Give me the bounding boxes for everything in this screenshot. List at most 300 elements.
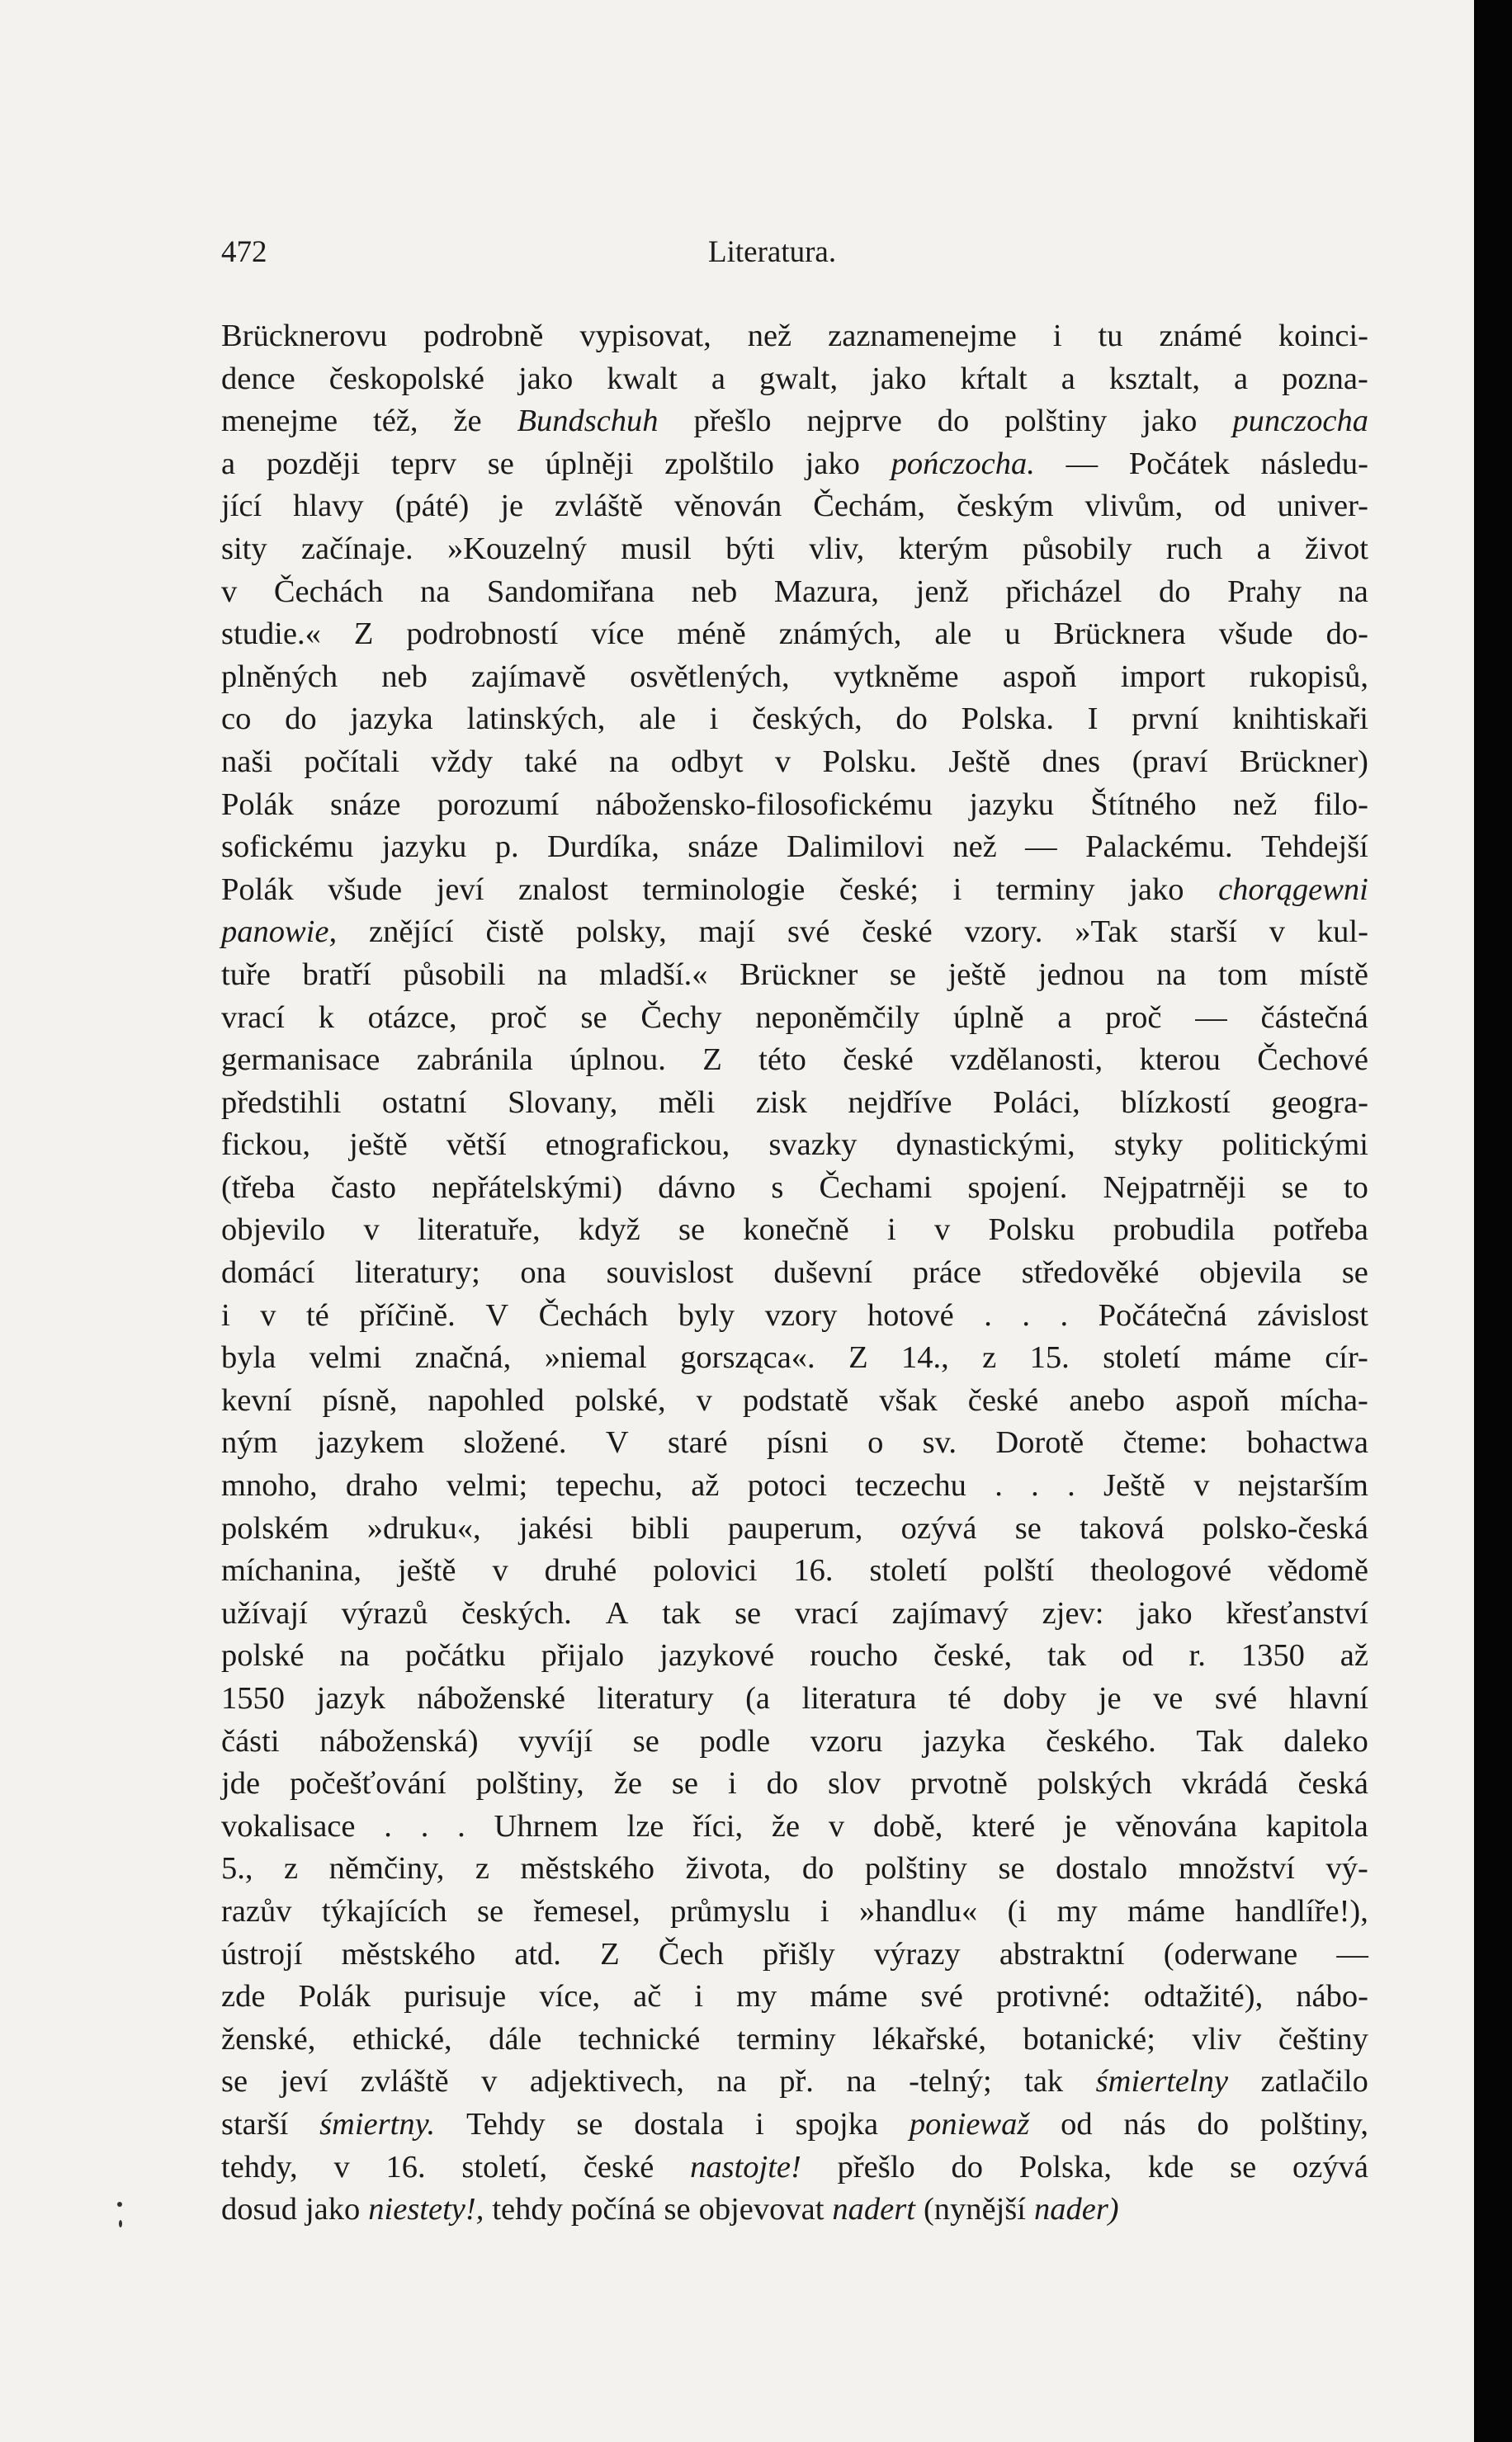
- word: roucho: [810, 1638, 898, 1674]
- word: a: [1256, 531, 1271, 566]
- word: naši: [221, 744, 273, 779]
- word: jazykem: [316, 1425, 425, 1461]
- word: śmiertelny: [1095, 2064, 1229, 2100]
- word: rukopisů,: [1249, 659, 1368, 694]
- scan-border: [1474, 0, 1512, 2442]
- word: slov: [828, 1766, 881, 1802]
- word: śmiertny.: [319, 2106, 436, 2142]
- word: Durdíka,: [547, 829, 659, 865]
- word: do: [895, 701, 928, 737]
- word: se: [221, 2064, 248, 2100]
- word: Tehdy: [465, 2106, 546, 2142]
- word: Tak: [1196, 1723, 1244, 1759]
- word: v: [333, 2149, 350, 2185]
- word: vkrádá: [1181, 1766, 1269, 1802]
- word: české: [583, 2149, 654, 2185]
- word: jazyku: [969, 786, 1054, 822]
- word: vliv,: [809, 531, 865, 566]
- word: se: [664, 2192, 691, 2227]
- word: starší: [1169, 914, 1237, 950]
- word: »Tak: [1075, 914, 1138, 950]
- word: v: [1269, 914, 1285, 950]
- word: písni: [766, 1425, 829, 1461]
- word: v: [933, 1212, 951, 1248]
- word: (i: [1007, 1893, 1028, 1929]
- word: tepechu,: [555, 1468, 663, 1504]
- word: Brücknera: [1053, 616, 1186, 652]
- word: odtažité),: [1143, 1979, 1264, 2015]
- word: »niemal: [544, 1340, 647, 1376]
- text-line: [221, 698, 1368, 741]
- word: v: [363, 1212, 380, 1248]
- word: Brückner): [1239, 744, 1368, 779]
- word: velmi: [309, 1340, 382, 1376]
- word: všude: [1218, 616, 1293, 652]
- word: též,: [373, 404, 418, 439]
- word: atd.: [514, 1936, 561, 1972]
- word: 14.,: [901, 1340, 949, 1376]
- word: zisk: [755, 1084, 807, 1120]
- word: později: [266, 446, 361, 481]
- text-line: [221, 911, 1368, 954]
- word: českého.: [1046, 1723, 1156, 1759]
- word: znějící: [368, 914, 454, 950]
- word: nábožensko-filosofickému: [595, 786, 933, 822]
- word: ksztalt,: [1108, 361, 1200, 396]
- word: bratří: [302, 956, 371, 992]
- word: Polák: [298, 1979, 371, 2015]
- word: literatury: [597, 1681, 714, 1716]
- word: polsko-česká: [1202, 1510, 1368, 1546]
- word: my: [1056, 1893, 1098, 1929]
- word: práce: [912, 1255, 982, 1291]
- word: taková: [1080, 1510, 1165, 1546]
- word: fickou,: [221, 1127, 310, 1163]
- word: v: [774, 744, 791, 779]
- word: začínaje.: [300, 531, 413, 566]
- word: tehdy: [492, 2192, 563, 2227]
- word: větší: [446, 1127, 507, 1163]
- word: závislost: [1257, 1297, 1368, 1333]
- word: I: [1087, 701, 1099, 737]
- word: politickými: [1221, 1127, 1368, 1163]
- word: počešťování: [290, 1766, 447, 1802]
- word: od: [1061, 2106, 1093, 2142]
- word: geogra-: [1271, 1084, 1368, 1120]
- text-line: [221, 1508, 1368, 1551]
- word: druhé: [544, 1553, 617, 1589]
- word: se: [1230, 2149, 1257, 2185]
- word: (oderwane: [1163, 1936, 1298, 1972]
- word: Počátečná: [1098, 1297, 1227, 1333]
- word: jako: [1137, 1595, 1193, 1631]
- word: Polska.: [961, 701, 1054, 737]
- word: od: [1214, 489, 1246, 524]
- word: století: [869, 1553, 947, 1589]
- word: zatlačilo: [1260, 2064, 1368, 2100]
- word: snáze: [330, 786, 401, 822]
- word: než: [952, 829, 997, 865]
- word: z: [982, 1340, 997, 1376]
- word: je: [1063, 1808, 1087, 1844]
- word: Slovany,: [508, 1084, 618, 1120]
- word: co: [221, 701, 252, 737]
- word: a: [711, 361, 725, 396]
- word: Štítného: [1090, 786, 1197, 822]
- word: v: [1193, 1468, 1210, 1504]
- word: ženské,: [221, 2021, 316, 2057]
- word: zajímavě: [471, 659, 586, 694]
- word: máme: [1127, 1893, 1206, 1929]
- word: té: [947, 1681, 971, 1716]
- word: přešlo: [693, 404, 772, 439]
- text-line: [221, 1763, 1368, 1806]
- word: jakési: [518, 1510, 593, 1546]
- word: .: [420, 1808, 429, 1844]
- word: -telný;: [909, 2064, 992, 2100]
- word: středověké: [1021, 1255, 1160, 1291]
- word: spojka: [795, 2106, 879, 2142]
- word: podrobně: [423, 319, 544, 353]
- word: purisuje: [404, 1979, 507, 2015]
- word: proč: [1105, 999, 1162, 1035]
- word: jako: [805, 446, 860, 481]
- word: Čechy: [640, 999, 722, 1035]
- word: ozývá: [900, 1510, 977, 1546]
- word: že: [453, 404, 482, 439]
- body-text: [221, 315, 1368, 2232]
- word: Čechách: [273, 574, 384, 609]
- word: dynastickými,: [895, 1127, 1075, 1163]
- word: počátku: [404, 1638, 506, 1674]
- word: vždy: [431, 744, 494, 779]
- word: dále: [489, 2021, 542, 2057]
- word: dostala: [634, 2106, 725, 2142]
- word: aspoň: [1175, 1382, 1250, 1418]
- word: působily: [1022, 531, 1132, 566]
- word: 1550: [221, 1681, 285, 1716]
- word: ným: [221, 1425, 278, 1461]
- word: Tehdejší: [1261, 829, 1368, 865]
- word: úplně: [953, 999, 1024, 1035]
- word: v: [221, 574, 238, 609]
- word: literatura: [801, 1681, 917, 1716]
- word: úplnou.: [569, 1042, 666, 1078]
- word: jazyka: [350, 701, 433, 737]
- word: na: [716, 2064, 747, 2100]
- word: vědomě: [1268, 1553, 1368, 1589]
- word: kterým: [898, 531, 989, 566]
- word: vokalisace: [221, 1808, 356, 1844]
- word: sity: [221, 531, 267, 566]
- word: —: [1065, 446, 1099, 481]
- word: Prahy: [1227, 574, 1302, 609]
- word: ona: [520, 1255, 567, 1291]
- word: znalost: [517, 871, 609, 907]
- word: přicházel: [1005, 574, 1122, 609]
- word: konečně: [743, 1212, 849, 1248]
- word: musil: [621, 531, 692, 566]
- word: předstihli: [221, 1084, 342, 1120]
- word: protivné:: [995, 1979, 1111, 2015]
- word: částečná: [1260, 999, 1368, 1035]
- word: vzory.: [964, 914, 1043, 950]
- word: že: [771, 1808, 801, 1844]
- word: Dorotě: [995, 1425, 1084, 1461]
- word: křesťanství: [1226, 1595, 1368, 1631]
- word: literatury;: [354, 1255, 480, 1291]
- word: »handlu«: [858, 1893, 978, 1929]
- text-line: [221, 1550, 1368, 1593]
- word: p.: [494, 829, 519, 865]
- word: ruch: [1165, 531, 1223, 566]
- word: býti: [725, 531, 775, 566]
- word: pończocha.: [891, 446, 1035, 481]
- word: 5.,: [221, 1851, 253, 1887]
- word: z: [284, 1851, 299, 1887]
- word: neb: [691, 574, 738, 609]
- word: my: [736, 1979, 777, 2015]
- word: jazykové: [659, 1638, 775, 1674]
- word: vrací: [221, 999, 285, 1035]
- text-line: [221, 1167, 1368, 1210]
- word: se: [487, 446, 514, 481]
- word: jako: [305, 2192, 361, 2227]
- word: místě: [1299, 956, 1368, 992]
- word: české;: [839, 871, 919, 907]
- word: máme: [810, 1979, 888, 2015]
- text-line: [221, 1934, 1368, 1977]
- word: ale: [639, 701, 676, 737]
- word: chorągewni: [1218, 871, 1368, 907]
- text-line: [221, 1295, 1368, 1338]
- word: náboženská): [319, 1723, 479, 1759]
- text-line: [221, 784, 1368, 827]
- word: (třeba: [221, 1169, 295, 1205]
- word: zvláště: [555, 489, 643, 524]
- word: českých,: [752, 701, 862, 737]
- word: působili: [403, 956, 506, 992]
- word: anebo: [1069, 1382, 1146, 1418]
- word: k: [318, 999, 334, 1035]
- word: teczechu: [855, 1468, 966, 1504]
- word: Z: [848, 1340, 868, 1376]
- word: jako: [1142, 404, 1198, 439]
- text-line: [221, 1635, 1368, 1678]
- word: a: [1061, 361, 1075, 396]
- word: abstraktní: [999, 1936, 1125, 1972]
- word: ještě: [947, 956, 1007, 992]
- word: vzoru: [810, 1723, 883, 1759]
- text-line: [221, 656, 1368, 699]
- word: do: [766, 1766, 799, 1802]
- word: život: [1305, 531, 1368, 566]
- word: i: [952, 871, 962, 907]
- word: kterou: [1139, 1042, 1221, 1078]
- word: mají: [698, 914, 756, 950]
- word: .: [1067, 1468, 1075, 1504]
- word: menejme: [221, 404, 338, 439]
- word: byly: [678, 1297, 735, 1333]
- word: Nejpatrněji: [1103, 1169, 1246, 1205]
- word: čteme:: [1122, 1425, 1208, 1461]
- word: 15.: [1029, 1340, 1070, 1376]
- text-line: [221, 2104, 1368, 2147]
- word: aspoň: [1002, 659, 1077, 694]
- word: V: [485, 1297, 509, 1333]
- word: polštiny,: [475, 1766, 584, 1802]
- word: řemesel,: [533, 1893, 640, 1929]
- word: o: [867, 1425, 884, 1461]
- word: podrobností: [406, 616, 559, 652]
- word: se: [735, 1595, 762, 1631]
- word: plněných: [221, 659, 338, 694]
- word: na: [419, 574, 451, 609]
- word: Čechám,: [813, 489, 926, 524]
- word: 16.: [793, 1553, 834, 1589]
- word: této: [758, 1042, 806, 1078]
- word: domácí: [221, 1255, 315, 1291]
- word: od: [1122, 1638, 1154, 1674]
- word: polských: [1037, 1766, 1152, 1802]
- word: hlavní: [1288, 1681, 1368, 1716]
- word: užívají: [221, 1595, 308, 1631]
- word: se: [1281, 1169, 1308, 1205]
- word: jako: [517, 361, 574, 396]
- word: panowie,: [221, 914, 338, 950]
- word: české: [967, 1382, 1039, 1418]
- word: Mazura,: [773, 574, 880, 609]
- word: .: [1022, 1297, 1030, 1333]
- word: Ještě: [948, 744, 1011, 779]
- word: vyvíjí: [518, 1723, 593, 1759]
- word: se: [632, 1723, 659, 1759]
- word: jeví: [436, 871, 484, 907]
- word: porozumí: [437, 786, 560, 822]
- word: jde: [221, 1766, 261, 1802]
- word: do: [1159, 574, 1191, 609]
- word: duševní: [773, 1255, 873, 1291]
- word: je: [500, 489, 524, 524]
- word: zajímavý: [891, 1595, 1009, 1631]
- word: se: [678, 1212, 706, 1248]
- word: množství: [1178, 1851, 1295, 1887]
- word: tom: [1218, 956, 1268, 992]
- word: průmyslu: [670, 1893, 791, 1929]
- word: české,: [933, 1638, 1013, 1674]
- text-line: [221, 2189, 1368, 2232]
- word: jenž: [915, 574, 969, 609]
- word: polské: [221, 1638, 305, 1674]
- word: (nynější: [923, 2192, 1026, 2227]
- word: Brückner: [739, 956, 858, 992]
- word: přišly: [763, 1936, 835, 1972]
- word: Polska,: [1018, 2149, 1113, 2185]
- word: Počátek: [1128, 446, 1230, 481]
- page-header: [221, 234, 1367, 276]
- word: písně,: [322, 1382, 398, 1418]
- word: latinských,: [466, 701, 606, 737]
- word: vliv: [1192, 2021, 1242, 2057]
- word: souvislost: [606, 1255, 734, 1291]
- word: otázce,: [367, 999, 457, 1035]
- word: gorsząca«.: [680, 1340, 815, 1376]
- word: známé: [1159, 319, 1242, 353]
- word: věnován: [673, 489, 782, 524]
- word: nejprve: [806, 404, 902, 439]
- word: sofickému: [221, 829, 354, 865]
- word: když: [578, 1212, 640, 1248]
- word: daleko: [1283, 1723, 1368, 1759]
- word: to: [1343, 1169, 1368, 1205]
- word: (páté): [395, 489, 470, 524]
- word: století: [1103, 1340, 1181, 1376]
- word: niestety!,: [368, 2192, 484, 2227]
- word: byla: [221, 1340, 276, 1376]
- word: mícha-: [1279, 1382, 1368, 1418]
- word: Sandomiřana: [486, 574, 655, 609]
- word: velmi;: [446, 1468, 528, 1504]
- word: knihtiskaři: [1232, 701, 1368, 737]
- word: s: [771, 1169, 784, 1205]
- word: tuře: [221, 956, 271, 992]
- word: studie.«: [221, 616, 321, 652]
- word: objevovat: [698, 2192, 825, 2227]
- word: jako: [1129, 871, 1184, 907]
- word: u: [1004, 616, 1021, 652]
- word: dávno: [658, 1169, 736, 1205]
- word: nepřátelskými): [432, 1169, 623, 1205]
- word: měli: [658, 1084, 716, 1120]
- word: —: [1025, 829, 1057, 865]
- word: přijalo: [541, 1638, 625, 1674]
- word: že: [613, 1766, 642, 1802]
- word: Dalimilovi: [787, 829, 924, 865]
- word: jako: [872, 361, 927, 396]
- word: tu: [1098, 319, 1123, 353]
- word: polovici: [653, 1553, 758, 1589]
- word: germanisace: [221, 1042, 380, 1078]
- word: .: [384, 1808, 392, 1844]
- word: polské,: [574, 1382, 666, 1418]
- word: století,: [461, 2149, 548, 2185]
- text-line: [221, 869, 1368, 912]
- word: složené.: [463, 1425, 567, 1461]
- word: nejstarším: [1237, 1468, 1368, 1504]
- word: lze: [626, 1808, 664, 1844]
- word: a: [1233, 361, 1249, 396]
- text-line: [221, 1848, 1368, 1891]
- text-line: [221, 528, 1368, 571]
- word: do: [1197, 2106, 1230, 2142]
- text-line: [221, 613, 1368, 656]
- word: následu-: [1260, 446, 1368, 481]
- word: počíná: [570, 2192, 656, 2227]
- word: polští: [983, 1553, 1055, 1589]
- word: ač: [633, 1979, 662, 2015]
- text-line: [221, 1465, 1368, 1508]
- word: podstatě: [742, 1382, 849, 1418]
- word: se: [671, 1766, 698, 1802]
- word: se: [998, 1851, 1025, 1887]
- word: do: [285, 701, 317, 737]
- word: Čechové: [1257, 1042, 1368, 1078]
- word: lékařské,: [872, 2021, 987, 2057]
- word: starší: [221, 2106, 289, 2142]
- word: »druku«,: [366, 1510, 481, 1546]
- word: bohactwa: [1246, 1425, 1368, 1461]
- word: se: [1014, 1510, 1042, 1546]
